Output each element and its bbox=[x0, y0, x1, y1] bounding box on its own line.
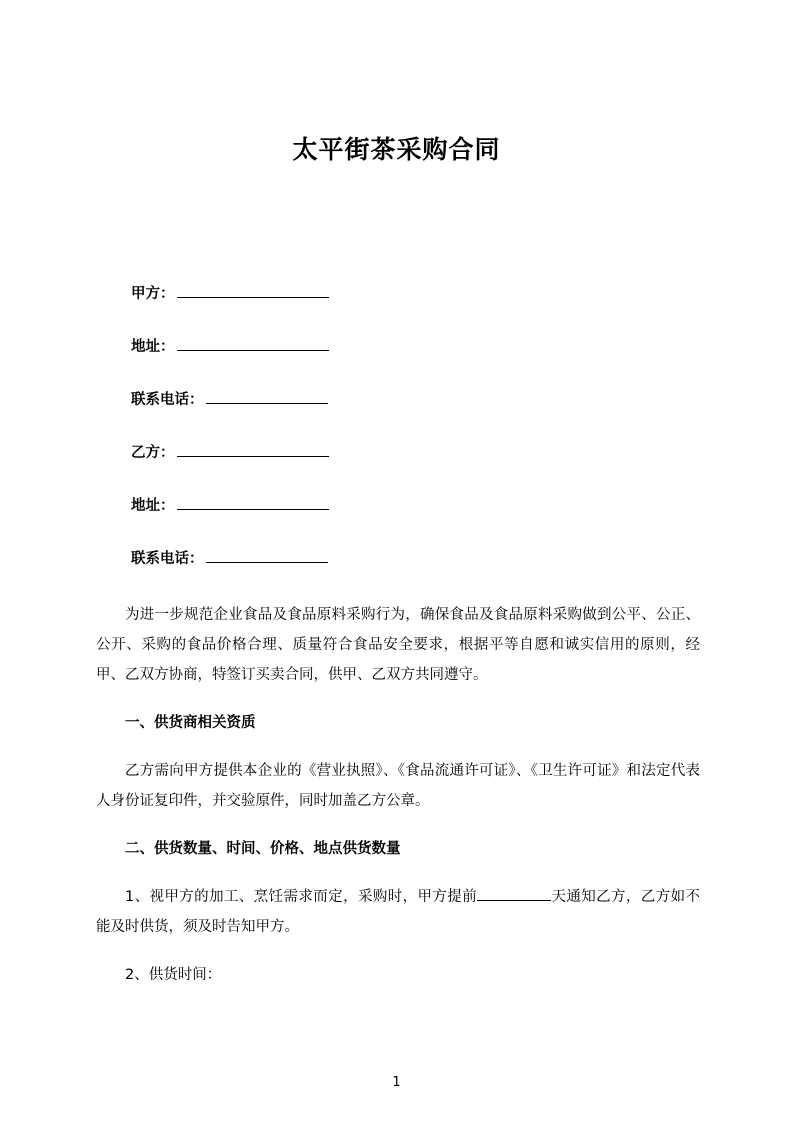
field-blank-address-b[interactable] bbox=[177, 495, 329, 510]
page-title: 太平街茶采购合同 bbox=[292, 135, 501, 164]
paragraph-supply-item-1 bbox=[96, 882, 700, 942]
paragraph-supply-item-1-before: 1、视甲方的加工、烹饪需求而定，采购时，甲方提前 bbox=[125, 889, 478, 905]
section-heading-supply-terms: 二、供货数量、时间、价格、地点供货数量 bbox=[125, 841, 401, 857]
field-row-phone-b bbox=[131, 548, 691, 569]
paragraph-supplier-qualifications: 乙方需向甲方提供本企业的《营业执照》、《食品流通许可证》、《卫生许可证》和法定代表人身份证复印件，并交验原件，同时加盖乙方公章。 bbox=[96, 763, 700, 809]
field-row-party-a bbox=[131, 283, 691, 304]
field-row-phone-a bbox=[131, 389, 691, 410]
field-row-address-b bbox=[131, 495, 691, 516]
inline-blank-notice-days[interactable] bbox=[477, 886, 551, 901]
field-blank-phone-a[interactable] bbox=[206, 389, 328, 404]
field-row-address-a bbox=[131, 336, 691, 357]
paragraph-preamble: 为进一步规范企业食品及食品原料采购行为，确保食品及食品原料采购做到公平、公正、公开、采购的食品价格合理、质量符合食品安全要求，根据平等自愿和诚实信用的原则，经甲、乙双方协商，特签订买卖合同，供甲、乙双方共同遵守。 bbox=[96, 607, 700, 683]
page-number: 1 bbox=[392, 1075, 401, 1090]
field-label-address-b: 地址： bbox=[131, 498, 175, 514]
document-body bbox=[96, 600, 700, 1008]
field-blank-party-a[interactable] bbox=[177, 283, 329, 298]
field-blank-phone-b[interactable] bbox=[206, 548, 328, 563]
field-blank-party-b[interactable] bbox=[177, 442, 329, 457]
paragraph-supply-item-2: 2、供货时间： bbox=[125, 967, 222, 983]
field-blank-address-a[interactable] bbox=[177, 336, 329, 351]
field-label-party-a: 甲方： bbox=[131, 286, 175, 302]
field-label-phone-a: 联系电话： bbox=[131, 392, 204, 408]
field-label-phone-b: 联系电话： bbox=[131, 551, 204, 567]
paragraph-supply-item-1-after: 天通知乙方，乙方如不能及时供货，须及时告知甲方。 bbox=[96, 889, 700, 935]
section-heading-supplier-qualifications: 一、供货商相关资质 bbox=[125, 715, 256, 731]
field-row-party-b bbox=[131, 442, 691, 463]
party-info-fields bbox=[131, 283, 691, 601]
field-label-address-a: 地址： bbox=[131, 339, 175, 355]
field-label-party-b: 乙方： bbox=[131, 445, 175, 461]
